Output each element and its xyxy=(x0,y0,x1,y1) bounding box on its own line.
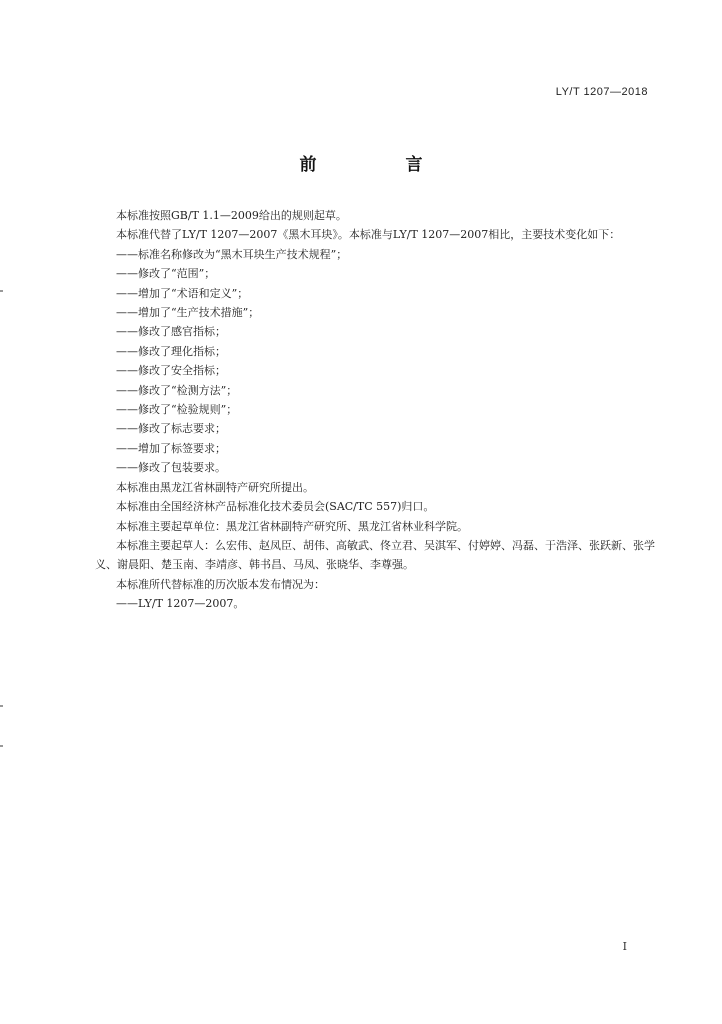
scan-edge-mark xyxy=(0,290,3,292)
page-title: 前 言 xyxy=(299,155,459,175)
change-item: ——修改了“检验规则”； xyxy=(116,403,238,417)
scan-edge-mark xyxy=(0,705,3,707)
paragraph-replacement: 本标准代替了LY/T 1207—2007《黑木耳块》。本标准与LY/T 1207—2007相比，主要技术变化如下： xyxy=(116,228,621,242)
paragraph-drafting-rules: 本标准按照GB/T 1.1—2009给出的规则起草。 xyxy=(116,209,347,222)
change-item: ——增加了“术语和定义”； xyxy=(116,286,249,300)
change-item: ——修改了“检测方法”； xyxy=(116,383,238,397)
paragraph-drafters: 本标准主要起草人：么宏伟、赵凤臣、胡伟、高敏武、佟立君、吴淇军、付婷婷、冯磊、于浩泽、张跃新、张学义、谢晨阳、楚玉南、李靖彦、韩书昌、马凤、张晓华、李尊强。 xyxy=(95,538,655,572)
change-item: ——修改了安全指标； xyxy=(116,364,226,378)
change-item: ——修改了包装要求。 xyxy=(116,461,226,475)
standard-code: LY/T 1207—2018 xyxy=(555,86,648,98)
paragraph-drafting-units: 本标准主要起草单位：黑龙江省林副特产研究所、黑龙江省林业科学院。 xyxy=(116,519,468,533)
change-item: ——修改了感官指标； xyxy=(116,325,226,339)
history-item: ——LY/T 1207—2007。 xyxy=(116,597,245,611)
change-item: ——修改了“范围”； xyxy=(116,267,216,281)
paragraph-proposer: 本标准由黑龙江省林副特产研究所提出。 xyxy=(116,480,314,494)
paragraph-history-intro: 本标准所代替标准的历次版本发布情况为： xyxy=(116,577,325,591)
change-item: ——标准名称修改为“黑木耳块生产技术规程”； xyxy=(116,247,348,261)
change-item: ——增加了标签要求； xyxy=(116,441,226,455)
foreword-body xyxy=(95,206,655,614)
scan-edge-mark xyxy=(0,745,3,747)
paragraph-centralized-by: 本标准由全国经济林产品标准化技术委员会(SAC/TC 557)归口。 xyxy=(116,500,435,514)
change-item: ——修改了理化指标； xyxy=(116,344,226,358)
change-item: ——修改了标志要求； xyxy=(116,422,226,436)
change-item: ——增加了“生产技术措施”； xyxy=(116,306,260,320)
page-number: I xyxy=(622,940,627,953)
